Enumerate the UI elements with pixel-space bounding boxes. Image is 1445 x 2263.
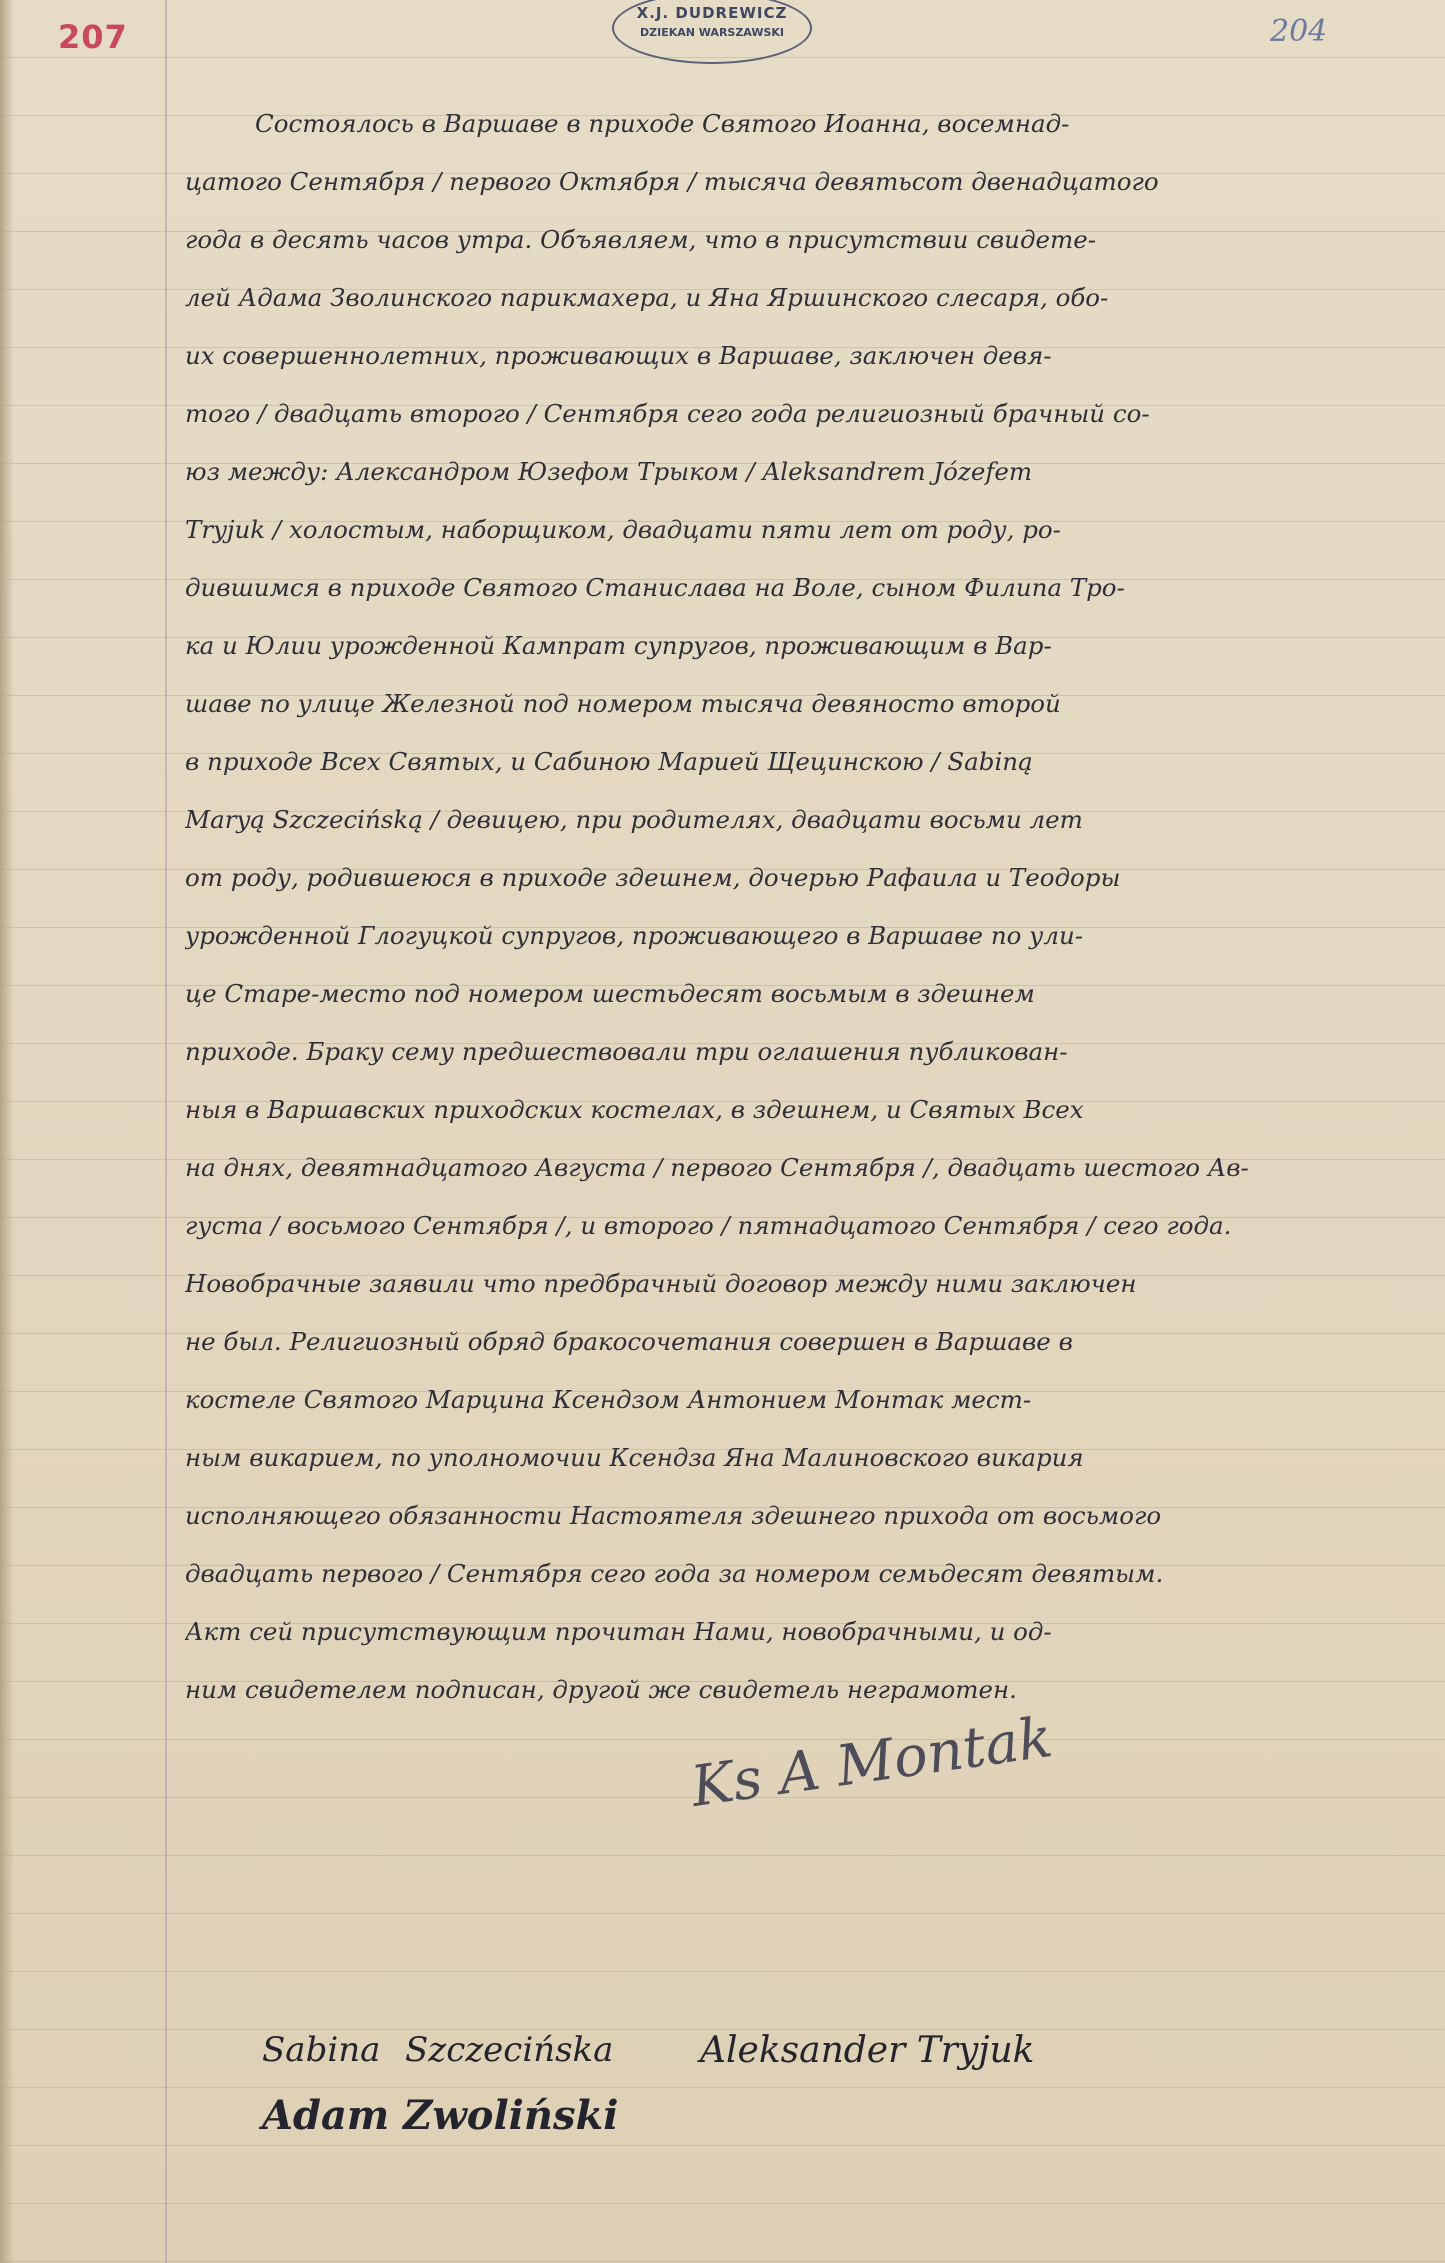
record-line: урожденной Глогуцкой супругов, проживающего в Варшаве по ули- xyxy=(185,921,1084,950)
record-line: их совершеннолетних, проживающих в Варшаве, заключен девя- xyxy=(185,341,1052,370)
dean-stamp xyxy=(612,0,812,64)
record-line: года в десять часов утра. Объявляем, что в присутствии свидете- xyxy=(185,225,1096,254)
record-line: того / двадцать второго / Сентября сего года религиозный брачный со- xyxy=(185,399,1150,428)
stamped-page-number: 207 xyxy=(58,18,128,56)
bride-signature-first-name: Sabina xyxy=(262,2030,381,2070)
bride-signature-surname: Szczecińska xyxy=(405,2030,614,2070)
record-line: исполняющего обязанности Настоятеля здешнего прихода от восьмого xyxy=(185,1501,1162,1530)
officiant-signature: Ks A Montak xyxy=(687,1705,1057,1820)
record-line: костеле Святого Марцина Ксендзом Антонием Монтак мест- xyxy=(185,1385,1032,1414)
handwritten-page-number: 204 xyxy=(1270,14,1328,49)
record-line: дившимся в приходе Святого Станислава на Воле, сыном Филипа Тро- xyxy=(185,573,1125,602)
record-line: Новобрачные заявили что предбрачный договор между ними заключен xyxy=(185,1269,1137,1298)
record-line: не был. Религиозный обряд бракосочетания совершен в Варшаве в xyxy=(185,1327,1073,1356)
witness-signature: Adam Zwoliński xyxy=(262,2092,619,2139)
record-line: Состоялось в Варшаве в приходе Святого Иоанна, восемнад- xyxy=(255,109,1070,138)
stamp-title: DZIEKAN WARSZAWSKI xyxy=(640,26,784,39)
record-line: Tryjuk / холостым, наборщиком, двадцати пяти лет от роду, ро- xyxy=(185,515,1061,544)
record-line: ним свидетелем подписан, другой же свидетель неграмотен. xyxy=(185,1675,1017,1704)
record-line: от роду, родившеюся в приходе здешнем, дочерью Рафаила и Теодоры xyxy=(185,863,1121,892)
record-line: приходе. Браку сему предшествовали три оглашения публикован- xyxy=(185,1037,1068,1066)
record-line: юз между: Александром Юзефом Трыком / Aleksandrem Józefem xyxy=(185,457,1033,486)
record-line: Акт сей присутствующим прочитан Нами, новобрачными, и од- xyxy=(185,1617,1052,1646)
record-line: Maryą Szczecińską / девицею, при родителях, двадцати восьми лет xyxy=(185,805,1083,834)
record-line: ным викарием, по уполномочии Ксендза Яна Малиновского викария xyxy=(185,1443,1084,1472)
record-line: лей Адама Зволинского парикмахера, и Яна Яршинского слесаря, обо- xyxy=(185,283,1109,312)
record-line: це Старе-место под номером шестьдесят восьмым в здешнем xyxy=(185,979,1035,1008)
groom-signature: Aleksander Tryjuk xyxy=(700,2030,1035,2071)
record-line: на днях, девятнадцатого Августа / первого Сентября /, двадцать шестого Ав- xyxy=(185,1153,1249,1182)
record-line: густа / восьмого Сентября /, и второго / пятнадцатого Сентября / сего года. xyxy=(185,1211,1232,1240)
record-line: шаве по улице Железной под номером тысяча девяносто второй xyxy=(185,689,1061,718)
record-line: ка и Юлии урожденной Кампрат супругов, проживающим в Вар- xyxy=(185,631,1052,660)
record-line: в приходе Всех Святых, и Сабиною Марией Щецинскою / Sabiną xyxy=(185,747,1033,776)
stamp-name: X.J. DUDREWICZ xyxy=(636,4,788,22)
page-edge-shadow xyxy=(0,0,14,2263)
record-line: ныя в Варшавских приходских костелах, в здешнем, и Святых Всех xyxy=(185,1095,1084,1124)
margin-rule xyxy=(165,0,167,2263)
marriage-record-text xyxy=(185,95,1350,1719)
record-line: цатого Сентября / первого Октября / тысяча девятьсот двенадцатого xyxy=(185,167,1159,196)
record-line: двадцать первого / Сентября сего года за номером семьдесят девятым. xyxy=(185,1559,1164,1588)
